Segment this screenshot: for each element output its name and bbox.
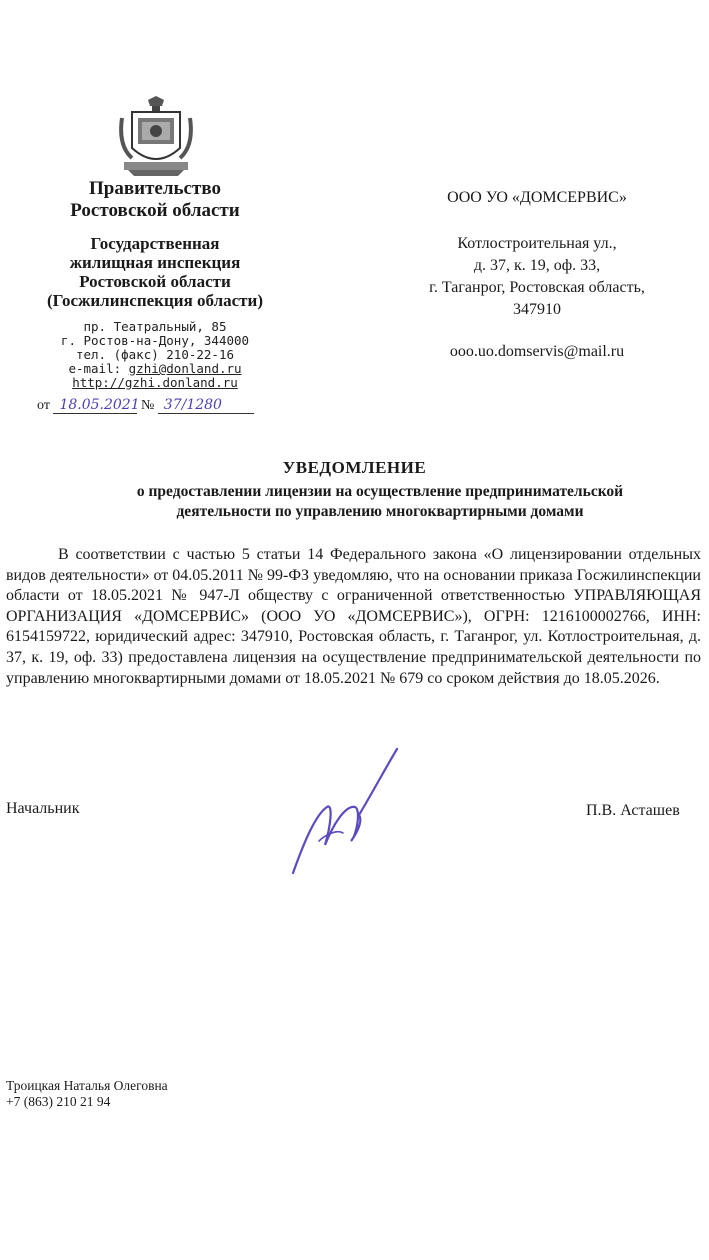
recipient-city: г. Таганрог, Ростовская область, [429, 279, 645, 296]
email-label: e-mail: [68, 361, 129, 376]
inspection-title-line3: Ростовской области [79, 272, 231, 291]
notice-subtitle-line2: деятельности по управлению многоквартирными домами [176, 503, 584, 520]
recipient-postcode: 347910 [513, 301, 561, 318]
government-title-line1: Правительство [89, 178, 221, 199]
handwritten-signature [285, 745, 405, 880]
recipient-email[interactable]: ooo.uo.domservis@mail.ru [449, 343, 625, 360]
coat-of-arms-emblem [118, 96, 194, 178]
website-link[interactable]: http://gzhi.donland.ru [72, 375, 238, 390]
number-prefix: № [140, 398, 155, 413]
recipient-street-line1: Котлостроительная ул., [457, 235, 617, 252]
website-line [20, 376, 290, 390]
recipient-street-line2: д. 37, к. 19, оф. 33, [473, 257, 601, 274]
inspection-title-line4: (Госжилинспекция области) [47, 291, 263, 310]
government-title-line2: Ростовской области [70, 200, 240, 221]
address-line2: г. Ростов-на-Дону, 344000 [60, 333, 250, 348]
inspection-title-line2: жилищная инспекция [69, 253, 241, 272]
date-prefix: от [37, 398, 50, 413]
address-line1: пр. Театральный, 85 [83, 319, 227, 334]
notice-title: УВЕДОМЛЕНИЕ [282, 458, 427, 477]
date-handwritten: 18.05.2021 [53, 397, 137, 414]
executor-phone: +7 (863) 210 21 94 [6, 1094, 111, 1109]
notice-subtitle-line1: о предоставлении лицензии на осуществление предпринимательской [136, 483, 624, 500]
email-link[interactable]: gzhi@donland.ru [128, 361, 242, 376]
phone-fax: тел. (факс) 210-22-16 [75, 347, 235, 362]
recipient-name: ООО УО «ДОМСЕРВИС» [447, 189, 627, 206]
email-line [20, 362, 290, 376]
signatory-role: Начальник [6, 800, 80, 817]
executor-name: Троицкая Наталья Олеговна [6, 1078, 168, 1093]
inspection-title-line1: Государственная [90, 234, 220, 253]
date-number-line [37, 397, 254, 415]
number-handwritten: 37/1280 [158, 397, 254, 414]
notice-body: В соответствии с частью 5 статьи 14 Федерального закона «О лицензировании отдельных видов деятельности» от 04.05.2011 № 99-ФЗ уведомляю, что на основании приказа Госжилинспекции области от 18.05.2021 № 947-Л обществу с ограниченной ответственностью УПРАВЛЯЮЩАЯ ОРГАНИЗАЦИЯ «ДОМСЕРВИС» (ООО УО «ДОМСЕРВИС»), ОГРН: 1216100002766, ИНН: 6154159722, юридический адрес: 347910, Ростовская область, г. Таганрог, ул. Котлостроительная, д. 37, к. 19, оф. 33) предоставлена лицензия на осуществление предпринимательской деятельности по управлению многоквартирными домами от 18.05.2021 № 679 со сроком действия до 18.05.2026. [6, 546, 701, 687]
signatory-name: П.В. Асташев [586, 802, 680, 819]
